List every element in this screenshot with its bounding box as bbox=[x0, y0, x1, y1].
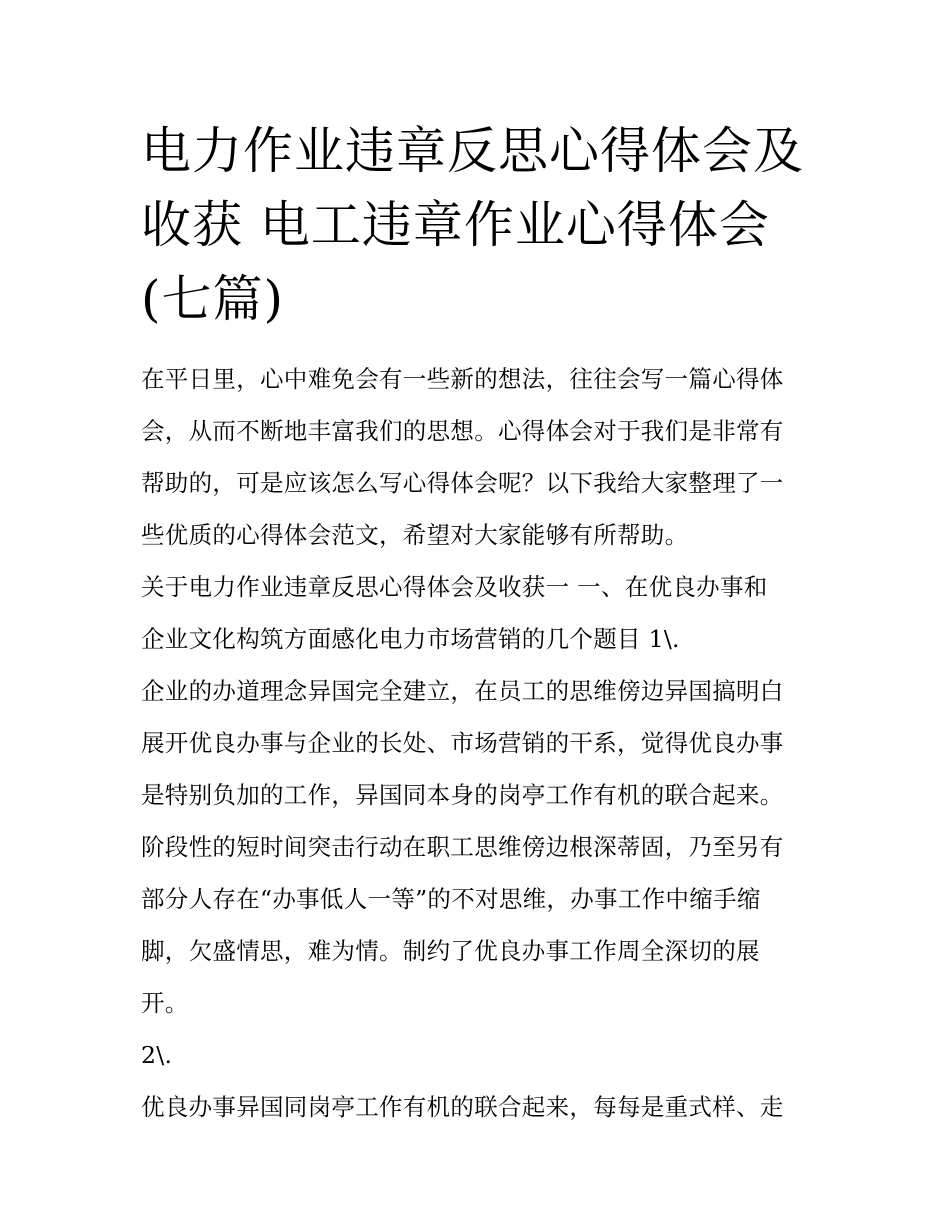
title-line-1: 电力作业违章反思心得体会及 bbox=[141, 122, 804, 180]
body-line: 关于电力作业违章反思心得体会及收获一 一、在优良办事和 bbox=[141, 573, 768, 601]
body-line: 阶段性的短时间突击行动在职工思维傍边根深蒂固，乃至另有 bbox=[141, 833, 784, 861]
title-line-3: (七篇) bbox=[141, 270, 285, 328]
body-line: 优良办事异国同岗亭工作有机的联合起来，每每是重式样、走 bbox=[141, 1093, 784, 1121]
body-line: 脚，欠盛情思，难为情。制约了优良办事工作周全深切的展 bbox=[141, 937, 760, 965]
body-line: 帮助的，可是应该怎么写心得体会呢？以下我给大家整理了一 bbox=[141, 469, 784, 497]
document-body bbox=[141, 354, 821, 1134]
title-line-2: 收获 电工违章作业心得体会 bbox=[141, 196, 770, 254]
body-line: 企业文化构筑方面感化电力市场营销的几个题目 1\. bbox=[141, 625, 680, 653]
document-title bbox=[141, 114, 821, 336]
body-line: 2\. bbox=[141, 1041, 173, 1069]
body-line: 开。 bbox=[141, 989, 189, 1017]
body-line: 企业的办道理念异国完全建立，在员工的思维傍边异国搞明白 bbox=[141, 677, 784, 705]
body-line: 展开优良办事与企业的长处、市场营销的干系，觉得优良办事 bbox=[141, 729, 784, 757]
body-line: 是特别负加的工作，异国同本身的岗亭工作有机的联合起来。 bbox=[141, 781, 784, 809]
body-line: 在平日里，心中难免会有一些新的想法，往往会写一篇心得体 bbox=[141, 365, 784, 393]
body-line: 部分人存在“办事低人一等”的不对思维，办事工作中缩手缩 bbox=[141, 885, 761, 913]
body-line: 些优质的心得体会范文，希望对大家能够有所帮助。 bbox=[141, 521, 689, 549]
body-line: 会，从而不断地丰富我们的思想。心得体会对于我们是非常有 bbox=[141, 417, 784, 445]
